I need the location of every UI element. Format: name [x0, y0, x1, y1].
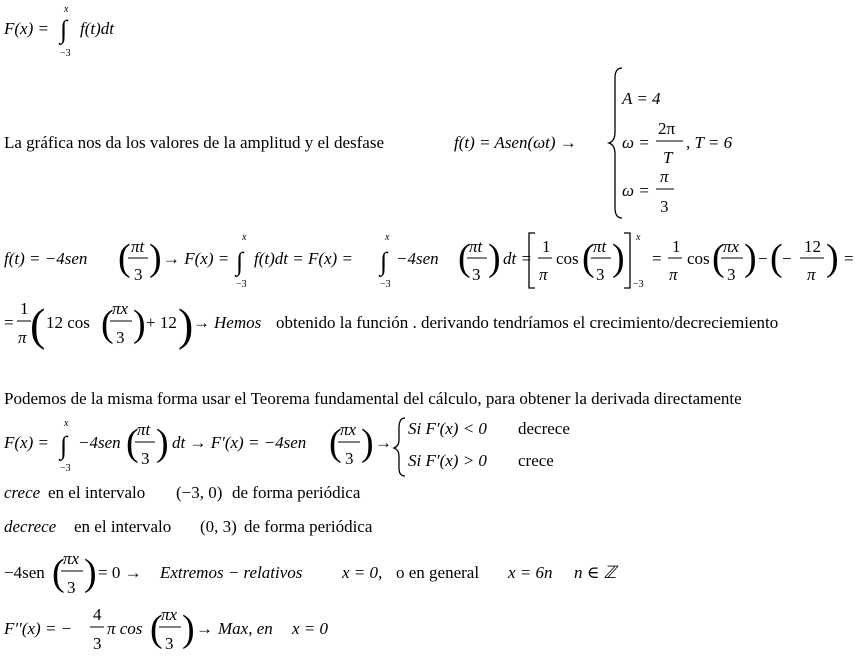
line2-text: La gráfica nos da los valores de la amplitud y el desfase [4, 133, 385, 152]
line1-upper-limit: x [64, 4, 69, 15]
line9-part2: = 0 → [98, 563, 142, 582]
cases-brace-1 [609, 68, 622, 218]
paren: ) [156, 422, 169, 464]
paren: ) [826, 237, 839, 279]
eq: = [652, 249, 662, 268]
line6-part2: dt → F′(x) = −4sen [172, 433, 307, 452]
case-omega-num: 2π [658, 119, 676, 138]
arrow: → [196, 619, 213, 638]
minus: − [758, 249, 768, 268]
line4-rest: obtenido la función . derivando tendríamos el crecimiento/decreciemiento [276, 313, 779, 332]
paren: ( [52, 552, 65, 594]
paren-big: ( [30, 299, 46, 350]
extremos: Extremos − relativos [160, 563, 303, 582]
frac-den: 3 [596, 265, 605, 284]
case-omega2-den: 3 [660, 197, 669, 216]
case-crece: Si F′(x) > 0 [408, 451, 487, 470]
eq: = [844, 249, 854, 268]
paren: ) [361, 422, 374, 464]
frac-den: π [807, 265, 816, 284]
case-decrece-word: decrece [518, 419, 570, 438]
cases-brace-2 [394, 418, 405, 476]
crece-tail: de forma periódica [232, 483, 361, 502]
line3-part5: dt = [503, 249, 532, 268]
frac-den: 3 [345, 449, 354, 468]
paren: ( [126, 422, 139, 464]
frac-den: 3 [93, 634, 102, 653]
crece-interval: (−3, 0) [176, 483, 223, 502]
frac-den: 3 [165, 634, 174, 653]
frac-den: 3 [67, 578, 76, 597]
frac-den: 3 [472, 265, 481, 284]
general: o en general [396, 563, 480, 582]
integral-sign: ∫ [380, 247, 388, 276]
case-decrece: Si F′(x) < 0 [408, 419, 487, 438]
x-zero: x = 0, [342, 563, 383, 582]
minus: − [782, 249, 792, 268]
line-8-decrece [4, 517, 373, 536]
crece-mid: en el intervalo [48, 483, 146, 502]
upper-limit: x [242, 232, 247, 243]
paren: ) [744, 237, 757, 279]
frac-den: 3 [134, 265, 143, 284]
case-omega-den: T [663, 148, 673, 167]
case-omega2-num: π [660, 167, 669, 186]
frac-num: πx [63, 549, 80, 568]
frac-num: 1 [20, 299, 29, 318]
line-1-definition [3, 4, 115, 59]
frac-num: 12 [804, 237, 821, 256]
case-crece-word: crece [518, 451, 554, 470]
cos: cos [556, 249, 579, 268]
paren: ( [101, 303, 114, 345]
frac-num: πt [137, 420, 151, 439]
paren: ( [582, 237, 595, 279]
line5-text: Podemos de la misma forma usar el Teorema fundamental del cálculo, para obtener la derivada directamente [4, 389, 742, 408]
crece-word: crece [4, 483, 41, 502]
line10-lhs: F′′(x) = − [4, 619, 73, 638]
line-4-result [4, 299, 778, 350]
integral-sign-1: ∫ [60, 15, 68, 44]
frac-den: 3 [727, 265, 736, 284]
frac-den: 3 [141, 449, 150, 468]
lower-limit: −3 [236, 279, 247, 290]
paren: ) [182, 608, 195, 650]
paren: ( [770, 237, 783, 279]
line1-lower-limit: −3 [60, 48, 71, 59]
lower-limit: −3 [633, 279, 644, 290]
line-6-derivative [3, 418, 570, 476]
paren-big: ) [178, 299, 194, 350]
paren: ) [149, 237, 162, 279]
frac-num: 1 [542, 237, 551, 256]
paren: ) [488, 237, 501, 279]
paren: ( [118, 237, 131, 279]
hemos: Hemos [214, 313, 262, 332]
frac-num: 1 [672, 237, 681, 256]
bracket-right [624, 233, 630, 288]
line-2-amplitude [4, 68, 733, 218]
line-9-extremos [4, 549, 619, 597]
max-label: Max, en [218, 619, 273, 638]
decrece-mid: en el intervalo [74, 517, 172, 536]
arrow: → [193, 313, 210, 332]
decrece-tail: de forma periódica [244, 517, 373, 536]
line-7-crece [4, 483, 361, 502]
case-period: , T = 6 [686, 133, 733, 152]
paren: ( [329, 422, 342, 464]
line3-part3: f(t)dt = F(x) = [254, 249, 353, 268]
line4-part2: + 12 [146, 313, 177, 332]
frac-num: πt [469, 237, 483, 256]
integral-sign: ∫ [60, 431, 68, 460]
integral-sign: ∫ [236, 247, 244, 276]
line3-part2: → F(x) = [163, 249, 230, 268]
line1-lhs: F(x) = [4, 19, 49, 38]
paren: ) [612, 237, 625, 279]
x-six-n: x = 6n [508, 563, 553, 582]
line2-formula: f(t) = Asen(ωt) → [454, 133, 577, 152]
frac-num: πx [340, 420, 357, 439]
case-omega-lhs: ω = [622, 133, 650, 152]
upper-limit: x [636, 232, 641, 243]
line-5-paragraph [4, 389, 742, 408]
case-omega2-lhs: ω = [622, 181, 650, 200]
line9-part1: −4sen [4, 563, 45, 582]
arrow: → [375, 433, 392, 452]
frac-num: πt [131, 237, 145, 256]
line3-part1: f(t) = −4sen [4, 249, 88, 268]
upper-limit: x [64, 418, 69, 429]
frac-num: πx [723, 237, 740, 256]
n-integers: n ∈ ℤ [574, 563, 617, 582]
line10-part1: π cos [107, 619, 143, 638]
case-amplitude: A = 4 [622, 89, 661, 108]
frac-num: πt [593, 237, 607, 256]
frac-den: π [669, 265, 678, 284]
frac-num: 4 [93, 605, 102, 624]
line6-lhs: F(x) = [4, 433, 49, 452]
max-x: x = 0 [292, 619, 329, 638]
frac-num: πx [112, 299, 129, 318]
cos: cos [687, 249, 710, 268]
paren: ) [84, 552, 97, 594]
frac-den: 3 [116, 328, 125, 347]
decrece-word: decrece [4, 517, 57, 536]
frac-den: π [18, 328, 27, 347]
lower-limit: −3 [380, 279, 391, 290]
line6-part1: −4sen [78, 433, 121, 452]
lower-limit: −3 [60, 463, 71, 474]
line-3-integral [4, 232, 854, 290]
line4-part1: 12 cos [46, 313, 90, 332]
paren: ) [133, 303, 146, 345]
eq: = [4, 313, 14, 332]
paren: ( [712, 237, 725, 279]
paren: ( [150, 608, 163, 650]
line-10-second-derivative [3, 605, 329, 653]
line1-integrand: f(t)dt [80, 19, 114, 38]
paren: ( [458, 237, 471, 279]
upper-limit: x [385, 232, 390, 243]
decrece-interval: (0, 3) [200, 517, 237, 536]
frac-num: πx [161, 605, 178, 624]
line3-part4: −4sen [396, 249, 439, 268]
frac-den: π [539, 265, 548, 284]
